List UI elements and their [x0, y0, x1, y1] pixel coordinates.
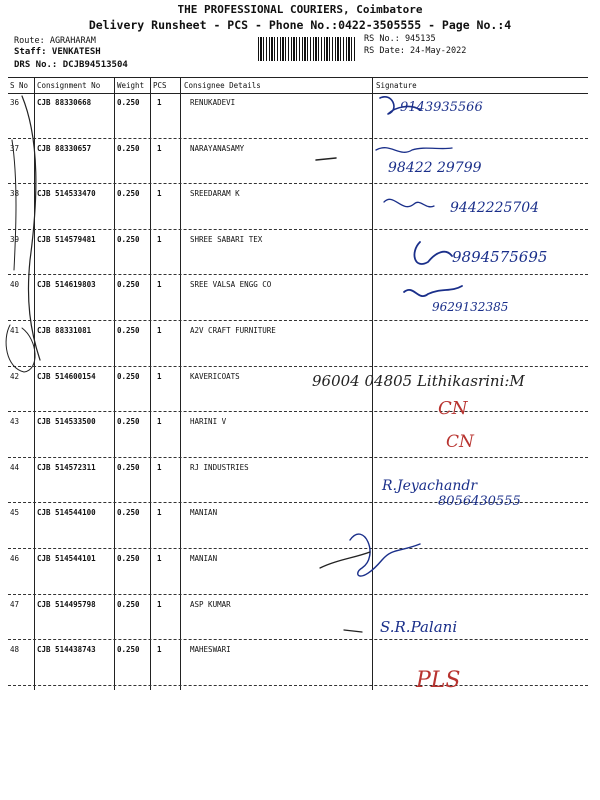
row-pcs: 1 [157, 326, 162, 335]
row-separator [8, 548, 588, 549]
row-pcs: 1 [157, 371, 162, 381]
row-pcs: 1 [157, 143, 162, 153]
row-consignee: SHREE SABARI TEX [190, 234, 263, 244]
row-pcs: 1 [157, 280, 162, 290]
row-37-phone: 98422 29799 [388, 160, 482, 176]
row-48-note: PLS [416, 668, 461, 693]
row-sno: 39 [10, 234, 20, 244]
row-38-signature-stroke [384, 199, 434, 207]
row-pcs: 1 [157, 645, 162, 655]
row-pcs: 1 [157, 462, 162, 472]
row-pcs: 1 [157, 554, 162, 563]
row-consignment-no: CJB 514579481 [37, 234, 96, 244]
row-40-phone: 9629132385 [432, 300, 509, 314]
row-37-dash [316, 158, 336, 160]
row-separator [8, 229, 588, 230]
rs-date: RS Date: 24-May-2022 [364, 46, 467, 56]
row-sno: 46 [10, 554, 20, 563]
row-sno: 40 [10, 280, 20, 290]
row-37-signature-stroke [376, 148, 452, 153]
row-weight: 0.250 [117, 371, 140, 381]
row-consignment-no: CJB 514544100 [37, 508, 96, 518]
column-divider [34, 78, 35, 690]
row-weight: 0.250 [117, 462, 140, 472]
row-separator [8, 411, 588, 412]
row-46-dash [320, 552, 370, 568]
row-pcs: 1 [157, 234, 162, 244]
row-consignment-no: CJB 514572311 [37, 462, 96, 472]
row-44-name: R.Jeyachandr [382, 478, 478, 494]
col-header-sno: S No [10, 81, 29, 90]
row-44-phone: 8056430555 [438, 494, 521, 509]
row-consignment-no: CJB 88331081 [37, 326, 92, 335]
drs-number: DRS No.: DCJB94513504 [14, 60, 128, 70]
row-consignee: SREE VALSA ENGG CO [190, 280, 272, 290]
row-38-phone: 9442225704 [450, 200, 540, 216]
row-pcs: 1 [157, 98, 162, 107]
row-39-phone: 9894575695 [452, 248, 548, 266]
row-sno: 38 [10, 189, 20, 199]
row-sno: 43 [10, 417, 20, 427]
row-consignee: A2V CRAFT FURNITURE [190, 326, 276, 335]
row-consignment-no: CJB 514533500 [37, 417, 96, 427]
col-header-consignee: Consignee Details [184, 81, 261, 90]
row-pcs: 1 [157, 417, 162, 427]
row-separator [8, 183, 588, 184]
row-weight: 0.250 [117, 234, 140, 244]
header-bottom-border [8, 93, 588, 94]
row-sno: 44 [10, 462, 20, 472]
margin-mark-stroke [12, 140, 16, 270]
row-40-signature-stroke [404, 286, 462, 296]
row-consignee: MANIAN [190, 554, 218, 563]
col-header-consignment: Consignment No [37, 81, 101, 90]
row-separator [8, 457, 588, 458]
column-divider [114, 78, 115, 690]
row-consignee: RENUKADEVI [190, 98, 236, 107]
row-consignment-no: CJB 514544101 [37, 554, 96, 563]
row-47-name: S.R.Palani [380, 618, 458, 636]
row-47-dash [344, 630, 362, 632]
row-pcs: 1 [157, 599, 162, 609]
table-top-border [8, 77, 588, 78]
row-consignment-no: CJB 514533470 [37, 189, 96, 199]
row-consignment-no: CJB 514600154 [37, 371, 96, 381]
row-weight: 0.250 [117, 645, 140, 655]
row-separator [8, 685, 588, 686]
row-sno: 36 [10, 98, 20, 107]
row-separator [8, 138, 588, 139]
row-consignee: MANIAN [190, 508, 218, 518]
row-weight: 0.250 [117, 508, 140, 518]
row-consignee: ASP KUMAR [190, 599, 231, 609]
column-divider [150, 78, 151, 690]
row-separator [8, 639, 588, 640]
row-pcs: 1 [157, 508, 162, 518]
row-weight: 0.250 [117, 189, 140, 199]
row-consignment-no: CJB 514438743 [37, 645, 96, 655]
col-header-signature: Signature [376, 81, 417, 90]
row-separator [8, 274, 588, 275]
row-weight: 0.250 [117, 98, 140, 107]
col-header-pcs: PCS [153, 81, 167, 90]
rs-number: RS No.: 945135 [364, 34, 436, 44]
row-weight: 0.250 [117, 326, 140, 335]
runsheet-barcode [258, 37, 356, 61]
row-sno: 47 [10, 599, 20, 609]
column-divider [180, 78, 181, 690]
row-consignee: MAHESWARI [190, 645, 231, 655]
row-36-phone: 9143935566 [400, 100, 483, 115]
row-42-note: CN [438, 398, 468, 419]
row-sno: 42 [10, 371, 20, 381]
row-45-signature-stroke [350, 534, 420, 576]
row-pcs: 1 [157, 189, 162, 199]
row-consignment-no: CJB 514619803 [37, 280, 96, 290]
row-weight: 0.250 [117, 417, 140, 427]
row-consignee: RJ INDUSTRIES [190, 462, 249, 472]
row-separator [8, 594, 588, 595]
row-separator [8, 320, 588, 321]
row-39-signature-stroke [414, 242, 452, 264]
row-consignee: KAVERICOATS [190, 371, 240, 381]
row-separator [8, 366, 588, 367]
route-label: Route: AGRAHARAM [14, 36, 96, 46]
row-consignee: NARAYANASAMY [190, 143, 245, 153]
row-consignee: SREEDARAM K [190, 189, 240, 199]
row-sno: 48 [10, 645, 20, 655]
row-consignment-no: CJB 88330657 [37, 143, 92, 153]
staff-label: Staff: VENKATESH [14, 47, 101, 57]
company-title: THE PROFESSIONAL COURIERS, Coimbatore [177, 3, 423, 16]
row-sno: 41 [10, 326, 20, 335]
row-43-note: CN [446, 432, 474, 452]
row-consignment-no: CJB 88330668 [37, 98, 92, 107]
row-consignee: HARINI V [190, 417, 227, 427]
row-sno: 37 [10, 143, 20, 153]
row-weight: 0.250 [117, 280, 140, 290]
row-sno: 45 [10, 508, 20, 518]
row-consignment-no: CJB 514495798 [37, 599, 96, 609]
row-41-note: 96004 04805 Lithikasrini:M [312, 372, 525, 390]
row-weight: 0.250 [117, 554, 140, 563]
col-header-weight: Weight [117, 81, 145, 90]
runsheet-subtitle: Delivery Runsheet - PCS - Phone No.:0422-3505555 - Page No.:4 [88, 18, 512, 32]
row-weight: 0.250 [117, 143, 140, 153]
row-weight: 0.250 [117, 599, 140, 609]
